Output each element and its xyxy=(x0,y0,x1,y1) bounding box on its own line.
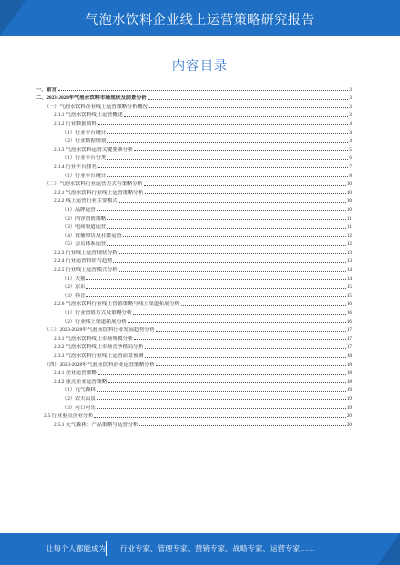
toc-entry[interactable] xyxy=(36,196,352,205)
toc-entry[interactable] xyxy=(36,316,352,325)
footer-slogan: 让每个人都能成为 xyxy=(46,544,106,553)
toc-leader-dots xyxy=(124,116,349,117)
toc-page-number: 16 xyxy=(346,310,352,317)
toc-entry-title: 2.4.1 企业运营策略 xyxy=(54,370,97,377)
toc-entry-title: 2.5 行业重点企业分析 xyxy=(44,413,94,420)
toc-entry-title: （1）元气森林 xyxy=(62,387,96,394)
toc-leader-dots xyxy=(86,296,345,297)
toc-entry-title: （5）会员体系运营 xyxy=(62,241,107,248)
toc-entry[interactable] xyxy=(36,359,352,368)
toc-entry-title: （1）行业营销方式及策略分析 xyxy=(62,310,133,317)
toc-page-number: 17 xyxy=(346,335,352,342)
toc-entry[interactable] xyxy=(36,256,352,265)
toc-entry[interactable] xyxy=(36,411,352,420)
toc-leader-dots xyxy=(144,185,346,186)
toc-entry[interactable] xyxy=(36,419,352,428)
toc-entry-title: 2.3.2 气泡水饮料线上市场竞争格局分析 xyxy=(54,344,144,351)
toc-entry[interactable] xyxy=(36,161,352,170)
toc-entry-title: （3）可口可乐 xyxy=(62,404,96,411)
toc-page-number: 15 xyxy=(346,284,352,291)
toc-page-number: 4 xyxy=(349,129,352,136)
toc-leader-dots xyxy=(139,425,346,426)
toc-leader-dots xyxy=(108,382,346,383)
footer-divider xyxy=(106,541,107,556)
toc-entry-title: 2.2.2 线上运营行业主要模式 xyxy=(54,198,118,205)
toc-entry[interactable] xyxy=(36,290,352,299)
toc-leader-dots xyxy=(97,399,346,400)
toc-leader-dots xyxy=(98,124,349,125)
toc-page-number: 11 xyxy=(347,215,352,222)
toc-entry[interactable] xyxy=(36,84,352,93)
toc-leader-dots xyxy=(134,150,348,151)
toc-heading: 内容目录 xyxy=(171,58,228,73)
toc-entry[interactable] xyxy=(36,333,352,342)
toc-leader-dots xyxy=(107,159,348,160)
toc-entry-title: 2.2.1 气泡水饮料行业线上运营策略分析 xyxy=(54,189,144,196)
toc-entry-title: （四）2023-2028年气泡水饮料企业运营策略分析 xyxy=(44,361,155,368)
toc-entry[interactable] xyxy=(36,264,352,273)
toc-page-number: 19 xyxy=(346,387,352,394)
toc-leader-dots xyxy=(97,210,346,211)
toc-page-number: 17 xyxy=(346,344,352,351)
toc-entry-title: （3）抖音 xyxy=(62,292,86,299)
toc-entry[interactable] xyxy=(36,127,352,136)
toc-page-number: 3 xyxy=(349,95,352,102)
toc-entry[interactable] xyxy=(36,222,352,231)
toc-entry[interactable] xyxy=(36,393,352,402)
toc-page-number: 3 xyxy=(349,86,352,93)
toc-entry[interactable] xyxy=(36,247,352,256)
toc-entry[interactable] xyxy=(36,101,352,110)
toc-page-number: 4 xyxy=(349,120,352,127)
toc-entry[interactable] xyxy=(36,385,352,394)
toc-entry[interactable] xyxy=(36,179,352,188)
toc-entry[interactable] xyxy=(36,144,352,153)
toc-entry-title: （二）气泡水饮料行业运营方式与策略分析 xyxy=(44,181,143,188)
toc-page-number: 12 xyxy=(346,232,352,239)
toc-page-number: 5 xyxy=(349,146,352,153)
toc-page-number: 6 xyxy=(349,155,352,162)
toc-entry-title: 2.2.6 气泡水饮料行业线上营销策略与线上渠道拓展分析 xyxy=(54,301,180,308)
toc-entry[interactable] xyxy=(36,307,352,316)
toc-leader-dots xyxy=(86,288,345,289)
toc-page-number: 11 xyxy=(347,224,352,231)
toc-page-number: 17 xyxy=(346,327,352,334)
toc-entry[interactable] xyxy=(36,170,352,179)
toc-leader-dots xyxy=(148,99,349,100)
toc-entry[interactable] xyxy=(36,299,352,308)
toc-entry-title: （1）行业平台统计 xyxy=(62,129,107,136)
toc-page-number: 10 xyxy=(346,181,352,188)
toc-entry[interactable] xyxy=(36,376,352,385)
toc-leader-dots xyxy=(107,176,348,177)
toc-leader-dots xyxy=(133,314,346,315)
toc-leader-dots xyxy=(181,305,346,306)
report-title: 气泡水饮料企业线上运营策略研究报告 xyxy=(85,12,315,27)
toc-leader-dots xyxy=(58,90,349,91)
toc-entry-title: 2.1.2 行业数据资料 xyxy=(54,120,97,127)
toc-page-number: 7 xyxy=(349,163,352,170)
toc-page-number: 10 xyxy=(346,198,352,205)
toc-leader-dots xyxy=(145,357,346,358)
toc-page-number: 12 xyxy=(346,241,352,248)
toc-entry-title: （2）内容营销策略 xyxy=(62,215,107,222)
toc-page-number: 8 xyxy=(349,172,352,179)
toc-entry[interactable] xyxy=(36,282,352,291)
toc-entry[interactable] xyxy=(36,213,352,222)
toc-entry[interactable] xyxy=(36,118,352,127)
toc-leader-dots xyxy=(107,245,346,246)
toc-entry-title: 2.2.4 行业运营特征与趋势 xyxy=(54,258,113,265)
toc-leader-dots xyxy=(107,219,346,220)
toc-entry[interactable] xyxy=(36,402,352,411)
toc-entry-title: （三）2023-2028年气泡水饮料行业发展趋势分析 xyxy=(44,327,155,334)
toc-entry[interactable] xyxy=(36,325,352,334)
footer-tagline: 行业专家、管理专家、营销专家、战略专家、运营专家…… xyxy=(120,544,315,553)
toc-entry[interactable] xyxy=(36,273,352,282)
toc-leader-dots xyxy=(107,228,346,229)
toc-entry[interactable] xyxy=(36,153,352,162)
toc-entry-title: （1）天猫 xyxy=(62,275,86,282)
toc-leader-dots xyxy=(119,253,346,254)
toc-page-number: 15 xyxy=(346,292,352,299)
toc-entry-title: 二、2023-2028年气泡水饮料市场现状及前景分析 xyxy=(36,95,147,102)
toc-entry-title: 2.4.2 重点企业运营策略 xyxy=(54,378,108,385)
toc-entry-title: （2）农夫山泉 xyxy=(62,395,96,402)
toc-page-number: 16 xyxy=(346,318,352,325)
toc-entry[interactable] xyxy=(36,136,352,145)
toc-page-number: 20 xyxy=(346,413,352,420)
toc-page-number: 13 xyxy=(346,249,352,256)
header-bar xyxy=(0,0,400,36)
toc-leader-dots xyxy=(123,236,346,237)
toc-entry-title: 2.3.1 气泡水饮料线上市场规模分析 xyxy=(54,335,134,342)
toc-page-number: 18 xyxy=(346,361,352,368)
toc-leader-dots xyxy=(145,348,346,349)
toc-leader-dots xyxy=(94,417,346,418)
toc-page-number: 19 xyxy=(346,395,352,402)
toc-leader-dots xyxy=(128,322,346,323)
table-of-contents xyxy=(36,84,352,428)
toc-entry[interactable] xyxy=(36,204,352,213)
toc-page-number: 10 xyxy=(346,189,352,196)
toc-leader-dots xyxy=(119,271,346,272)
toc-page-number: 20 xyxy=(346,421,352,428)
toc-entry[interactable] xyxy=(36,342,352,351)
toc-page-number: 16 xyxy=(346,301,352,308)
toc-entry[interactable] xyxy=(36,230,352,239)
toc-entry-title: （4）直播带货及社群运营 xyxy=(62,232,122,239)
toc-entry[interactable] xyxy=(36,93,352,102)
toc-leader-dots xyxy=(145,193,346,194)
toc-entry-title: （3）电商渠道运营 xyxy=(62,224,107,231)
toc-page-number: 19 xyxy=(346,404,352,411)
toc-page-number: 3 xyxy=(349,112,352,119)
toc-entry[interactable] xyxy=(36,110,352,119)
toc-page-number: 10 xyxy=(346,206,352,213)
toc-entry[interactable] xyxy=(36,187,352,196)
toc-page-number: 4 xyxy=(349,138,352,145)
toc-entry[interactable] xyxy=(36,350,352,359)
toc-entry-title: （1）行业平台分类 xyxy=(62,155,107,162)
footer-bar xyxy=(0,533,400,565)
toc-entry-title: （2）京东 xyxy=(62,284,86,291)
toc-leader-dots xyxy=(97,408,346,409)
toc-page-number: 14 xyxy=(346,275,352,282)
toc-entry-title: （1）品牌运营 xyxy=(62,206,96,213)
toc-leader-dots xyxy=(156,331,346,332)
toc-entry-title: 2.2.3 行业线上运营现状分析 xyxy=(54,249,118,256)
toc-entry[interactable] xyxy=(36,239,352,248)
toc-entry-title: 一、前言 xyxy=(36,86,57,93)
toc-leader-dots xyxy=(98,167,349,168)
toc-leader-dots xyxy=(107,142,348,143)
toc-entry-title: 2.1.3 气泡水饮料运营关键要素分析 xyxy=(54,146,134,153)
toc-leader-dots xyxy=(113,262,345,263)
toc-leader-dots xyxy=(97,391,346,392)
toc-page-number: 14 xyxy=(346,267,352,274)
toc-entry-title: （2）行业数据规划 xyxy=(62,138,107,145)
toc-leader-dots xyxy=(149,107,349,108)
toc-entry-title: 2.2.5 行业线上运营模式分析 xyxy=(54,267,118,274)
toc-entry-title: 2.1.4 行业平台排名 xyxy=(54,163,97,170)
toc-entry-title: （1）行业平台统计 xyxy=(62,172,107,179)
toc-page-number: 18 xyxy=(346,378,352,385)
toc-entry[interactable] xyxy=(36,368,352,377)
toc-entry-title: 2.5.1 元气森林：产品策略与运营分析 xyxy=(54,421,139,428)
toc-page-number: 18 xyxy=(346,370,352,377)
toc-page-number: 13 xyxy=(346,258,352,265)
toc-leader-dots xyxy=(98,374,346,375)
toc-leader-dots xyxy=(107,133,348,134)
toc-leader-dots xyxy=(156,365,346,366)
toc-page-number: 18 xyxy=(346,353,352,359)
toc-page-number: 3 xyxy=(349,103,352,110)
toc-leader-dots xyxy=(119,202,346,203)
toc-entry-title: （一）气泡水饮料企业线上运营策略分析概况 xyxy=(44,103,148,110)
footer-corner-decoration xyxy=(378,533,400,565)
toc-leader-dots xyxy=(134,339,346,340)
toc-leader-dots xyxy=(86,279,345,280)
toc-entry-title: （2）行业线上渠道拓展分析 xyxy=(62,318,127,325)
toc-entry-title: 2.1.1 气泡水饮料线上运营概述 xyxy=(54,112,123,119)
toc-entry-title: 2.3.3 气泡水饮料行业线上运营前景预测 xyxy=(54,353,144,359)
